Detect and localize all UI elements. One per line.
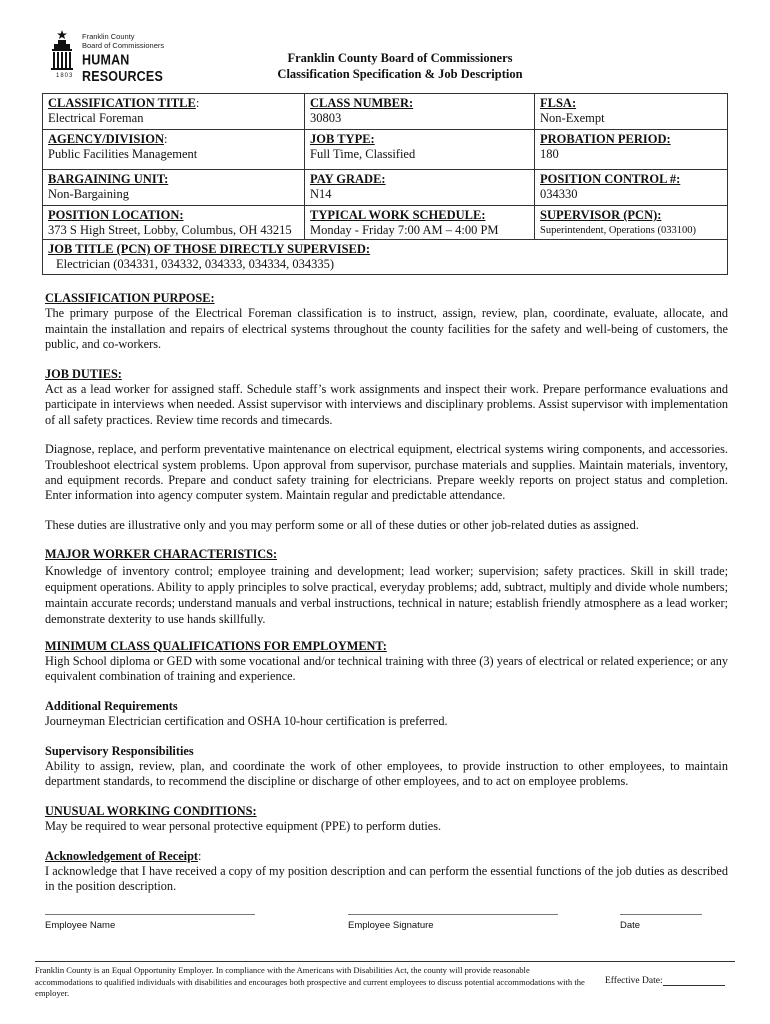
agency-division-label: AGENCY/DIVISION bbox=[48, 132, 164, 146]
date-line[interactable] bbox=[620, 914, 702, 915]
employee-name-label: Employee Name bbox=[45, 920, 116, 931]
class-number-label: CLASS NUMBER: bbox=[310, 96, 414, 110]
logo-year: 1803 bbox=[56, 73, 74, 79]
unusual-conditions-heading: UNUSUAL WORKING CONDITIONS: bbox=[45, 803, 257, 818]
eeo-statement: Franklin County is an Equal Opportunity Employer. In compliance with the Americans with Disabilities Act, the county will provide reasonable accommodations to qualified individuals with disabilities and encourages both prospective and current employees to discuss potential accommodations with the employer. bbox=[35, 965, 585, 998]
info-row bbox=[43, 206, 727, 240]
effective-date-label: Effective Date: bbox=[605, 976, 663, 986]
employee-name-line[interactable] bbox=[45, 914, 255, 915]
position-location-label: POSITION LOCATION: bbox=[48, 208, 184, 222]
bargaining-unit-value: Non-Bargaining bbox=[48, 187, 130, 201]
flsa-value: Non-Exempt bbox=[540, 111, 605, 125]
classification-title-value: Electrical Foreman bbox=[48, 111, 144, 125]
supervisor-label: SUPERVISOR (PCN): bbox=[540, 208, 662, 222]
supervisor-cell bbox=[535, 206, 727, 239]
position-control-label: POSITION CONTROL #: bbox=[540, 172, 681, 186]
characteristics-text: Knowledge of inventory control; employee training and development; lead worker; supervision; safety practices. Skill in skill trade; equipment operations. Ability to apply principles to solve practical, everyday problems; add, subtract, multiply and divide whole numbers; maintain accurate records; understand manuals and verbal instructions, technical in nature; establish friendly atmosphere as a lead worker; demonstrate dexterity to use hands skillfully. bbox=[45, 563, 728, 627]
employee-signature-line[interactable] bbox=[348, 914, 558, 915]
effective-date bbox=[605, 976, 725, 986]
effective-date-line bbox=[663, 977, 725, 986]
position-info-table bbox=[42, 93, 728, 275]
class-number-cell bbox=[305, 94, 535, 129]
agency-division-value: Public Facilities Management bbox=[48, 147, 198, 161]
job-type-value: Full Time, Classified bbox=[310, 147, 416, 161]
class-number-value: 30803 bbox=[310, 111, 342, 125]
job-type-label: JOB TYPE: bbox=[310, 132, 375, 146]
unusual-conditions-text: May be required to wear personal protective equipment (PPE) to perform duties. bbox=[45, 819, 442, 834]
employee-signature-label: Employee Signature bbox=[348, 920, 434, 931]
position-control-value: 034330 bbox=[540, 187, 578, 201]
duties-paragraph-3: These duties are illustrative only and you may perform some or all of these duties or other job-related duties as assigned. bbox=[45, 517, 639, 532]
info-row bbox=[43, 94, 727, 130]
pay-grade-cell bbox=[305, 170, 535, 205]
acknowledgement-text: I acknowledge that I have received a copy of my position description and can perform the essential functions of the job duties as described in the position description. bbox=[45, 863, 728, 894]
qualifications-text: High School diploma or GED with some vocational and/or technical training with three (3) years of electrical or related experience; or any equivalent combination of training and experience. bbox=[45, 653, 728, 684]
page-footer bbox=[35, 961, 735, 1000]
bargaining-unit-cell bbox=[43, 170, 305, 205]
job-type-cell bbox=[305, 130, 535, 169]
header-line-2: Classification Specification & Job Description bbox=[277, 67, 523, 81]
qualifications-heading: MINIMUM CLASS QUALIFICATIONS FOR EMPLOYMENT: bbox=[45, 638, 387, 653]
position-location-value: 373 S High Street, Lobby, Columbus, OH 43215 bbox=[48, 223, 292, 237]
probation-period-label: PROBATION PERIOD: bbox=[540, 132, 671, 146]
classification-title-label: CLASSIFICATION TITLE bbox=[48, 96, 196, 110]
position-control-cell bbox=[535, 170, 727, 205]
duties-heading: JOB DUTIES: bbox=[45, 366, 122, 381]
supervisory-text: Ability to assign, review, plan, and coordinate the work of other employees, to provide instruction to other employees, to maintain department standards, to recommend the discipline or discharge of other employees, and to act on employee problems. bbox=[45, 758, 728, 789]
pay-grade-value: N14 bbox=[310, 187, 332, 201]
info-row bbox=[43, 170, 727, 206]
additional-requirements-heading: Additional Requirements bbox=[45, 698, 178, 713]
date-label: Date bbox=[620, 920, 641, 931]
work-schedule-value: Monday - Friday 7:00 AM – 4:00 PM bbox=[310, 223, 499, 237]
probation-period-value: 180 bbox=[540, 147, 559, 161]
logo-line-1: Franklin County bbox=[82, 32, 135, 41]
acknowledgement-heading: Acknowledgement of Receipt bbox=[45, 848, 198, 863]
info-row bbox=[43, 130, 727, 170]
flsa-label: FLSA: bbox=[540, 96, 577, 110]
document-header bbox=[0, 50, 770, 85]
supervisory-heading: Supervisory Responsibilities bbox=[45, 743, 194, 758]
bargaining-unit-label: BARGAINING UNIT: bbox=[48, 172, 169, 186]
work-schedule-cell bbox=[305, 206, 535, 239]
purpose-heading: CLASSIFICATION PURPOSE: bbox=[45, 291, 215, 305]
duties-paragraph-1: Act as a lead worker for assigned staff. Schedule staff’s work assignments and inspect their work. Prepare performance evaluations and participate in interviews when needed. Assist supervisor with interviews and disciplinary problems. Assist supervisor with implementation of all safety practices. Review time records and timecards. bbox=[45, 382, 728, 427]
flsa-cell bbox=[535, 94, 727, 129]
logo-title: HUMAN RESOURCES bbox=[82, 52, 163, 85]
position-location-cell bbox=[43, 206, 305, 239]
supervised-row bbox=[43, 240, 727, 274]
classification-title-cell: CLASSIFICATION TITLE: Electrical Foreman bbox=[43, 94, 305, 129]
purpose-text: The primary purpose of the Electrical Foreman classification is to instruct, assign, review, plan, coordinate, evaluate, allocate, and maintain the installation and repairs of electrical systems throughout the county facilities for the safety and well-being of customers, the public, and co-workers. bbox=[45, 306, 728, 352]
supervised-value: Electrician (034331, 034332, 034333, 034334, 034335) bbox=[56, 257, 335, 271]
supervisor-value: Superintendent, Operations (033100) bbox=[540, 225, 697, 236]
logo-line-2: Board of Commissioners bbox=[82, 41, 165, 50]
work-schedule-label: TYPICAL WORK SCHEDULE: bbox=[310, 208, 486, 222]
supervised-label: JOB TITLE (PCN) OF THOSE DIRECTLY SUPERVISED: bbox=[48, 242, 371, 256]
characteristics-heading: MAJOR WORKER CHARACTERISTICS: bbox=[45, 547, 278, 562]
pay-grade-label: PAY GRADE: bbox=[310, 172, 386, 186]
probation-period-cell bbox=[535, 130, 727, 169]
header-line-1: Franklin County Board of Commissioners bbox=[287, 51, 513, 65]
additional-requirements-text: Journeyman Electrician certification and OSHA 10-hour certification is preferred. bbox=[45, 714, 448, 729]
agency-division-cell: AGENCY/DIVISION: Public Facilities Management bbox=[43, 130, 305, 169]
duties-paragraph-2: Diagnose, replace, and perform preventative maintenance on electrical equipment, electrical systems wiring components, and accessories. Troubleshoot electrical system problems. Upon approval from supervisor, purchase materials and supplies. Maintain materials, inventory, and equipment records. Prepare and conduct safety training for electricians. Prepare weekly reports on project status and completion. Enter information into agency computer system. Maintain regular and predictable attendance. bbox=[45, 442, 728, 503]
document-body: CLASSIFICATION PURPOSE: The primary purpose of the Electrical Foreman classification is to instruct, assign, review, plan, coordinate, evaluate, allocate, and maintain the installation and repairs of electrical systems throughout the county facilities for the safety and well-being of customers, the public, and co-workers. JOB DUTIES: Act as a lead worker for assigned staff. Schedule staff’s work assignments and inspect their work. Prepare performance evaluations and participate in interviews when needed. Assist supervisor with interviews and disciplinary problems. Assist supervisor with implementation of all safety practices. Review time records and timecards. Diagnose, replace, and perform preventative maintenance on electrical equipment, electrical systems wiring components, and accessories. Troubleshoot electrical system problems. Upon approval from supervisor, purchase materials and supplies. Maintain materials, inventory, and equipment records. Prepare and conduct safety training for electricians. Prepare weekly reports on project status and completion. Enter information into agency computer system. Maintain regular and predictable attendance. These duties are illustrative only and you may perform some or all of these duties or other job-related duties as assigned. MAJOR WORKER CHARACTERISTICS: Knowledge of inventory control; employee training and development; lead worker; supervision; safety practices. Skill in skill trade; equipment operations. Ability to apply principles to solve practical, everyday problems; add, subtract, multiply and divide whole numbers; maintain accurate records; understand manuals and verbal instructions, technical in nature; establish friendly atmosphere as a lead worker; demonstrate dexterity to use hands skillfully. MINIMUM CLASS QUALIFICATIONS FOR EMPLOYMENT: High School diploma or GED with some vocational and/or technical training with three (3) years of electrical or related experience; or any equivalent combination of training and experience. Additional Requirements Journeyman Electrician certification and OSHA 10-hour certification is preferred. Supervisory Responsibilities Ability to assign, review, plan, and coordinate the work of other employees, to provide instruction to other employees, to maintain department standards, to recommend the discipline or discharge of other employees, and to act on employee problems. UNUSUAL WORKING CONDITIONS: May be required to wear personal protective equipment (PPE) to perform duties. Acknowledgement of Receipt: I acknowledge that I have received a copy of my position description and can perform the essential functions of the job duties as described in the position description. bbox=[45, 291, 728, 894]
